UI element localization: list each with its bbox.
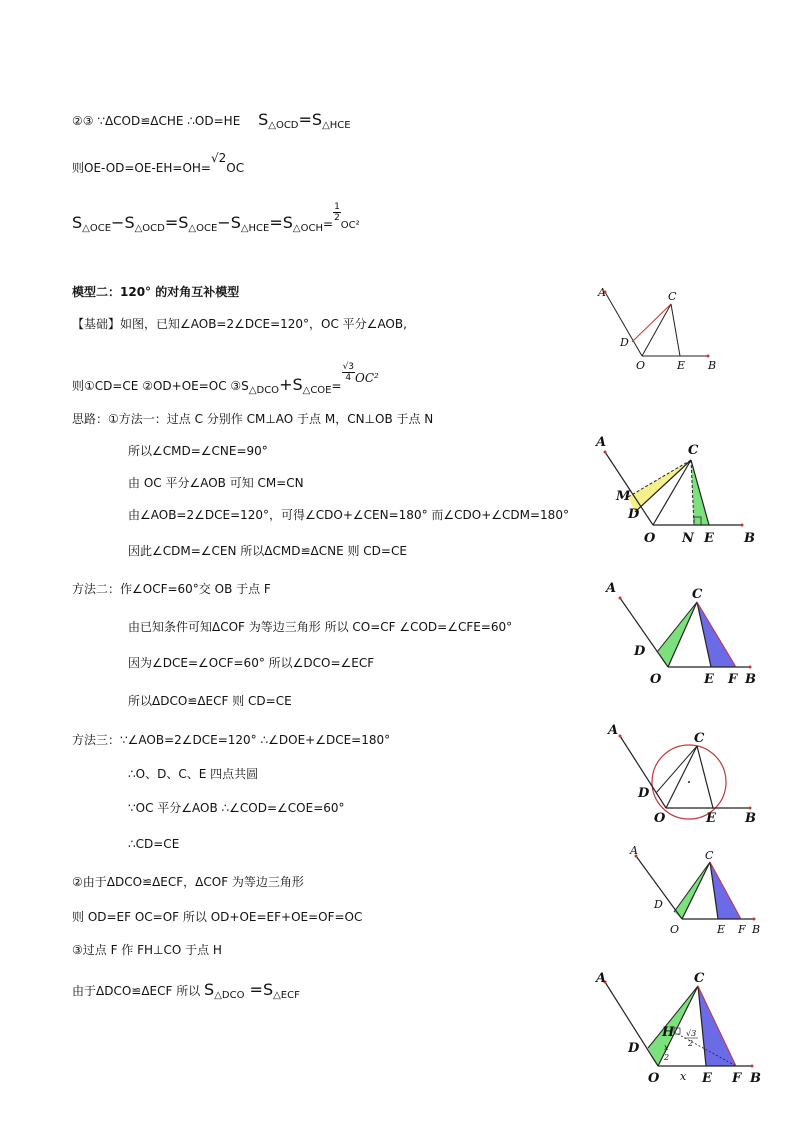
label-C: C [692,587,703,602]
label-D: D [628,1041,640,1056]
label-F: F [732,1071,742,1086]
m1-line2: 由 OC 平分∠AOB 可知 CM=CN [128,476,304,490]
label-E: E [702,1071,712,1086]
sqrt2: √2 [210,151,227,165]
part2-line2: 则 OD=EF OC=OF 所以 OD+OE=EF+OE=OF=OC [72,910,363,924]
label-O: O [650,672,662,687]
line1-prefix: ②③ ∵ΔCOD≌ΔCHE ∴OD=HE [72,114,241,128]
frac-den-2: 4 [345,373,352,383]
model-two-title: 模型二：120° 的对角互补模型 [72,285,240,299]
figure-method1 [590,432,770,550]
area-sub-hce: △HCE [322,120,351,131]
m3-title: 方法三：∵∠AOB=2∠DCE=120° ∴∠DOE+∠DCE=180° [72,733,391,747]
basis-line: 【基础】如图，已知∠AOB=2∠DCE=120°，OC 平分∠AOB, [72,317,407,331]
e1: =S [164,213,189,232]
label-O: O [648,1071,660,1086]
m3-line2: ∵OC 平分∠AOB ∴∠COD=∠COE=60° [128,801,345,815]
line-congruent [72,112,351,134]
figure-method3 [600,722,765,830]
label-M: M [616,489,631,504]
line-oh [72,151,245,176]
m1-line3: 由∠AOB=2∠DCE=120°，可得∠CDO+∠CEN=180° 而∠CDO+∠CDM=180° [128,508,569,522]
then-prefix: 则①CD=CE ②OD+OE=OC ③S [72,379,249,393]
area-eq: =S [298,110,323,129]
sub1: △OCE [82,223,112,234]
label-B: B [745,672,756,687]
label-D: D [638,786,650,801]
then-eq: = [331,379,342,393]
label-N: N [682,531,694,546]
sub3: △OCE [188,223,218,234]
idea-line: 思路：①方法一：过点 C 分别作 CM⊥AO 于点 M，CN⊥OB 于点 N [72,412,434,426]
label-D: D [620,336,629,349]
label-A: A [596,435,607,450]
label-O: O [654,811,666,826]
line2-suffix: OC [226,161,245,175]
then-sub1: △DCO [248,385,280,396]
frac-sqrt3-den: 2 [688,1039,694,1048]
eq: = [323,217,334,231]
label-E: E [717,923,726,936]
label-H: H [662,1025,675,1040]
frac-num: 1 [334,202,340,212]
s1: S [72,213,83,232]
label-B: B [750,1071,761,1086]
conclusion-line [72,362,379,399]
label-A: A [608,723,619,738]
frac-num-2: √3 [342,362,355,372]
figure-part2 [620,842,770,940]
frac-den: 2 [334,213,340,223]
m1: −S [111,213,135,232]
p3-eq: =S [244,980,274,999]
figure-method2 [600,580,765,688]
label-D: D [628,507,640,522]
oc-squared: OC² [340,220,360,231]
m2-title: 方法二：作∠OCF=60°交 OB 于点 F [72,582,271,596]
label-C: C [694,731,705,746]
label-B: B [708,359,717,372]
label-O: O [670,923,680,936]
label-E: E [704,672,714,687]
label-F: F [728,672,738,687]
half-x-den: 2 [664,1053,670,1062]
label-A: A [606,581,617,596]
m2-line1: 由已知条件可知ΔCOF 为等边三角形 所以 CO=CF ∠COD=∠CFE=60° [128,620,513,634]
m3-line3: ∴CD=CE [128,837,180,851]
label-E: E [704,531,714,546]
m3-line1: ∴O、D、C、E 四点共圆 [128,767,259,781]
line2-prefix: 则OE-OD=OE-EH=OH= [72,161,211,175]
m2-line2: 因为∠DCE=∠OCF=60° 所以∠DCO=∠ECF [128,656,375,670]
label-F: F [738,923,746,936]
label-D: D [654,898,663,911]
label-C: C [668,290,677,303]
sub4: △HCE [240,223,270,234]
label-A: A [598,286,606,299]
label-C: C [688,443,699,458]
label-C: C [694,971,705,986]
frac-sqrt3-num: √3 [686,1029,697,1038]
part3-line1: ③过点 F 作 FH⊥CO 于点 H [72,943,222,957]
sub2: △OCD [134,223,165,234]
then-plus: +S [279,375,303,394]
sub5: △OCH [292,223,323,234]
m2: −S [217,213,241,232]
part3-line2 [72,982,300,1004]
p3-prefix: 由于ΔDCO≌ΔECF 所以 [72,984,201,998]
half-x-num: x [664,1043,669,1052]
label-B: B [752,923,761,936]
label-E: E [706,811,716,826]
figure-part3 [590,968,770,1088]
line-area-diff [72,202,360,237]
sqrt3-over-4 [342,362,355,383]
label-E: E [677,359,686,372]
p3-sub2: △ECF [273,990,300,1001]
label-O: O [644,531,656,546]
part2-line1: ②由于ΔDCO≌ΔECF，ΔCOF 为等边三角形 [72,875,304,889]
label-A: A [596,971,607,986]
label-B: B [745,811,756,826]
m1-line4: 因此∠CDM=∠CEN 所以ΔCMD≌ΔCNE 则 CD=CE [128,544,407,558]
label-O: O [636,359,646,372]
figure-basic [590,280,730,375]
label-B: B [744,531,755,546]
area-s: S [258,110,269,129]
label-D: D [634,644,646,659]
then-suffix: OC² [355,371,379,385]
label-A: A [630,844,638,857]
then-sub2: △COE [302,385,332,396]
label-C: C [705,849,714,862]
m1-line1: 所以∠CMD=∠CNE=90° [128,444,268,458]
e2: =S [269,213,293,232]
m2-line3: 所以ΔDCO≌ΔECF 则 CD=CE [128,694,292,708]
half-fraction [333,202,341,223]
area-sub-ocd: △OCD [268,120,299,131]
p3-sub1: △DCO [214,990,245,1001]
p3-s: S [204,980,215,999]
label-x: x [680,1070,687,1083]
